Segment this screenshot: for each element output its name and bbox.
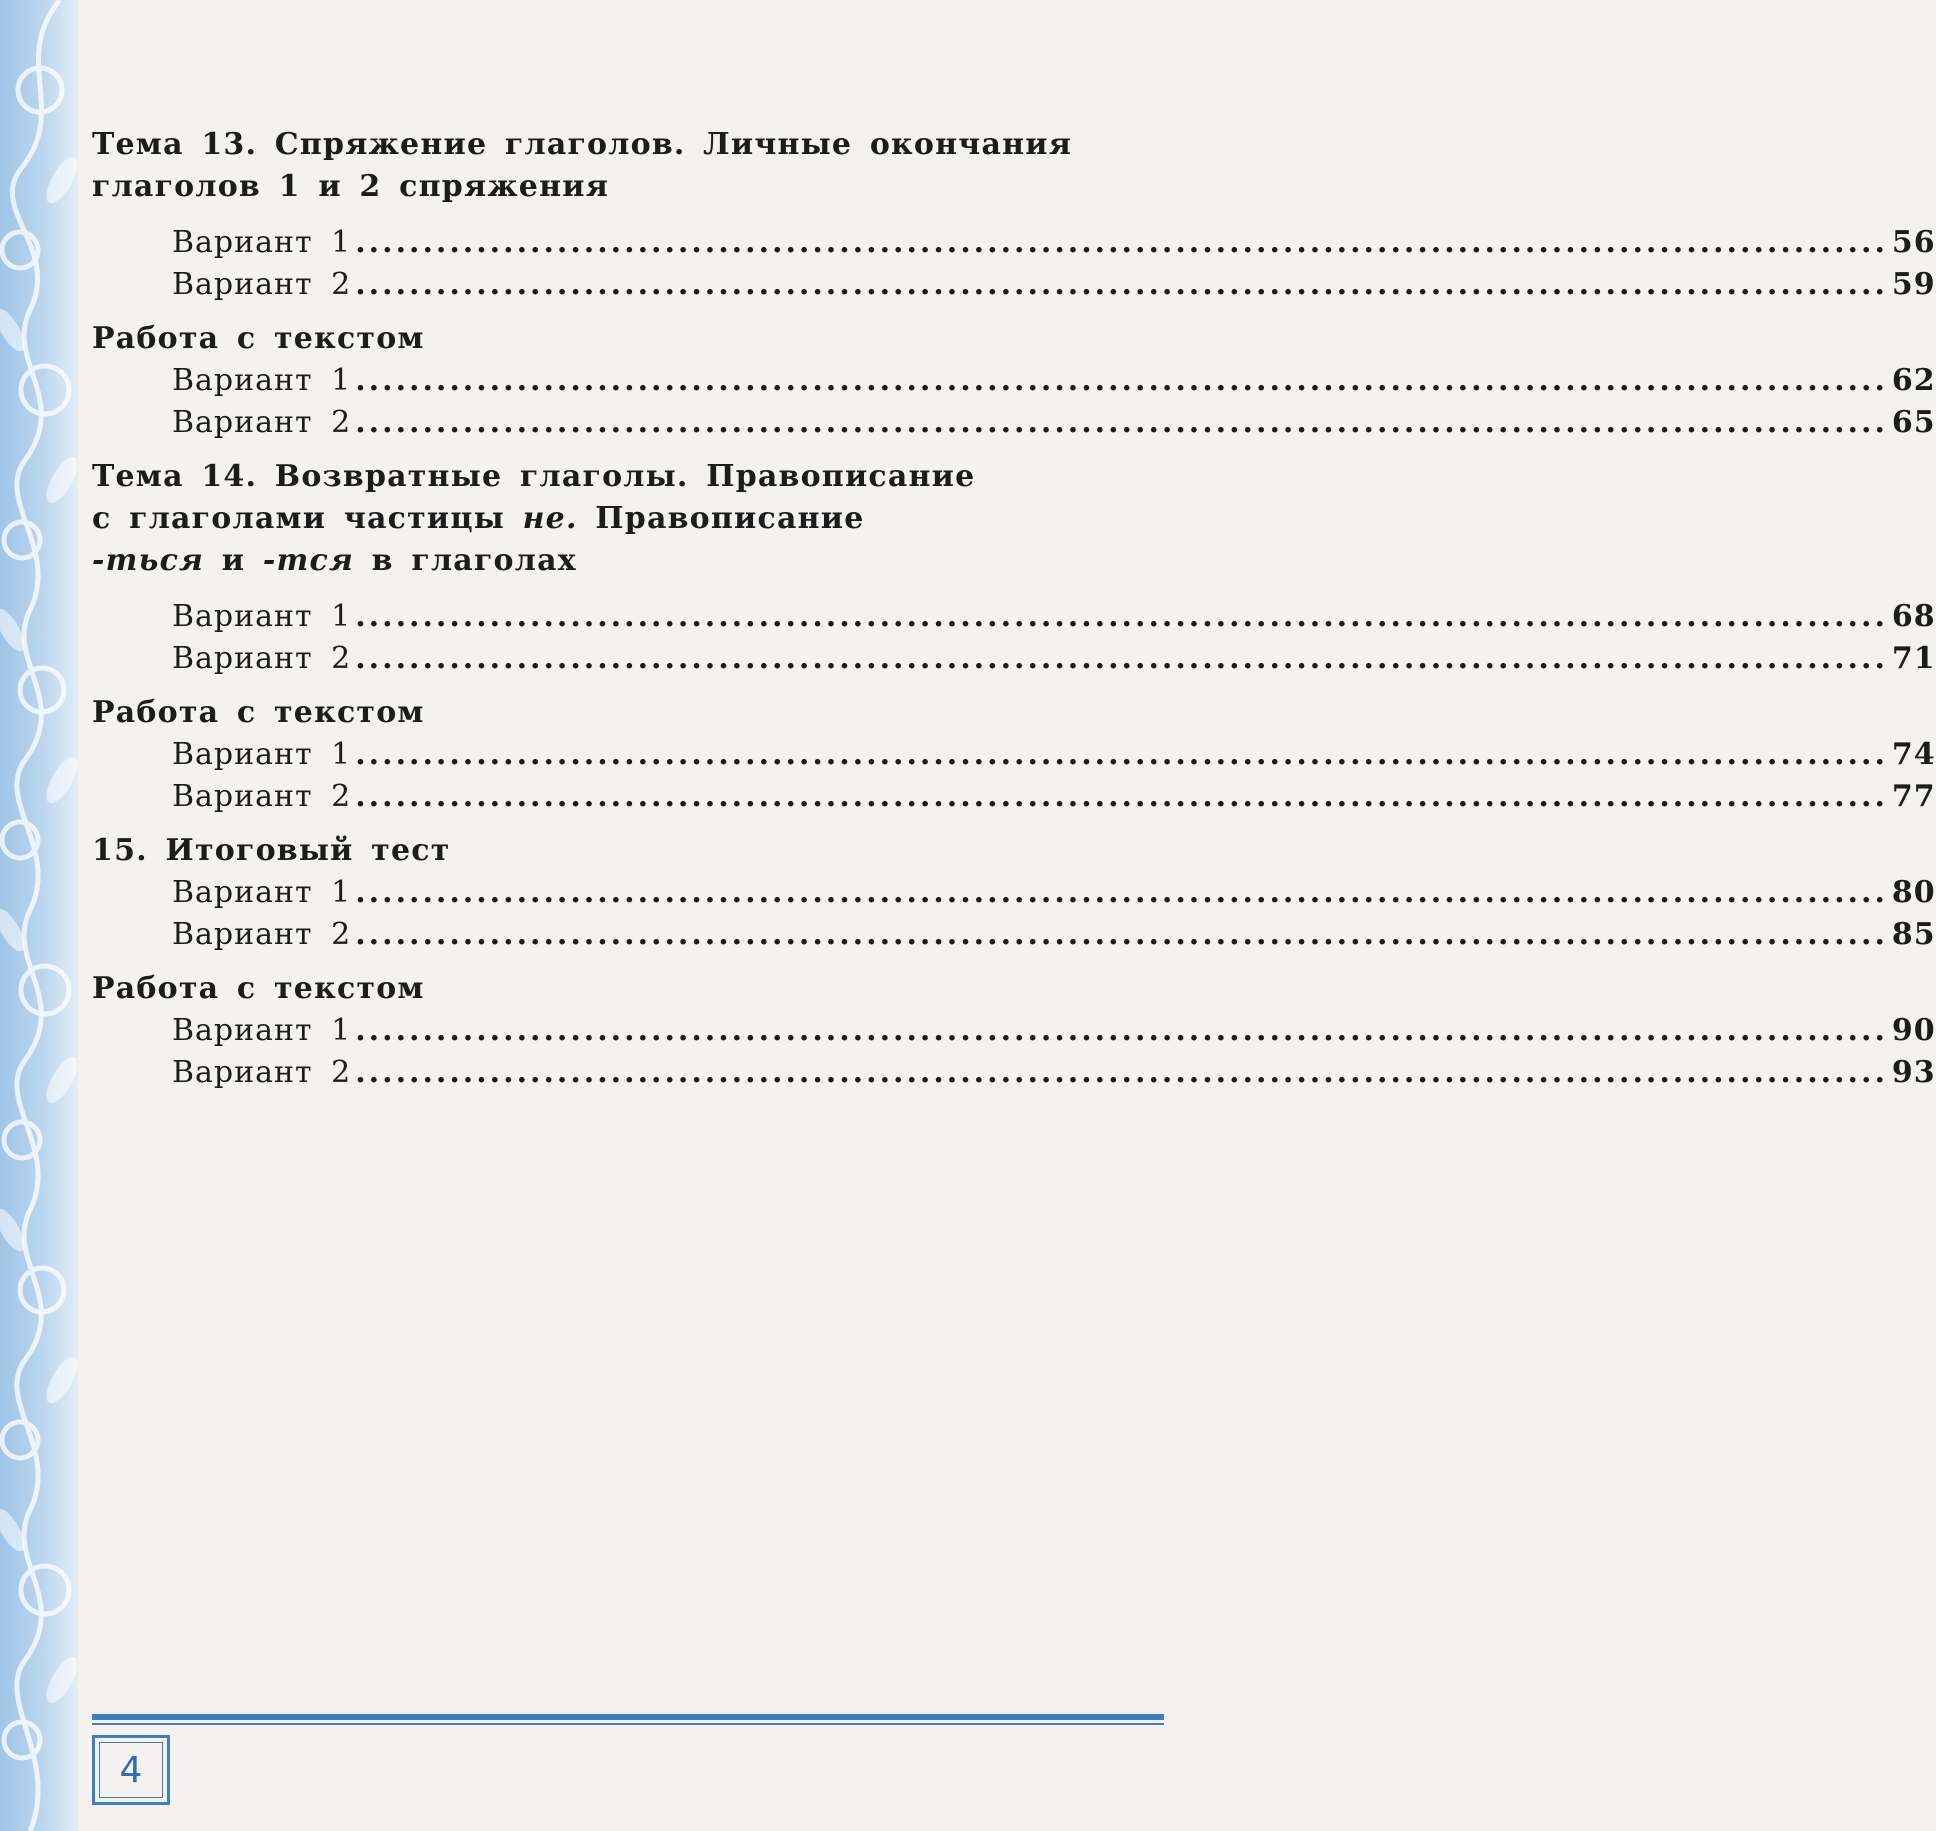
- toc-entry[interactable]: [92, 776, 1936, 818]
- table-of-contents: [92, 124, 1936, 1094]
- toc-entry-label: Вариант 2: [172, 405, 352, 440]
- topic-14-title-line-2: [92, 498, 1164, 540]
- toc-entry-page: 85: [1891, 917, 1936, 952]
- footer-rule-thick: [92, 1714, 1164, 1720]
- title-text: с глаголами частицы: [92, 501, 523, 536]
- toc-entry-page: 71: [1891, 641, 1936, 676]
- footer-rule-thin: [92, 1723, 1164, 1725]
- decorative-border-ornament: [0, 0, 78, 1831]
- toc-entry-page: 56: [1891, 225, 1936, 260]
- toc-entry-label: Вариант 1: [172, 737, 352, 772]
- toc-topic-14: [92, 456, 1936, 680]
- title-italic-text: не.: [522, 501, 578, 536]
- page-number-box: [92, 1735, 170, 1805]
- toc-section-text-work-3: [92, 968, 1936, 1094]
- section-title: Работа с текстом: [92, 695, 425, 730]
- floral-pattern-icon: [0, 0, 78, 1831]
- toc-entry-page: 68: [1891, 599, 1936, 634]
- topic-14-title-line-1: Тема 14. Возвратные глаголы. Правописание: [92, 459, 976, 494]
- toc-section-text-work-2: [92, 692, 1936, 818]
- toc-entry[interactable]: [92, 872, 1936, 914]
- toc-entry-label: Вариант 1: [172, 599, 352, 634]
- toc-entry-label: Вариант 1: [172, 1013, 352, 1048]
- toc-entry[interactable]: [92, 264, 1936, 306]
- toc-entry-label: Вариант 1: [172, 225, 352, 260]
- leader-dots: ..................................................................................................................: [355, 225, 1888, 260]
- toc-topic-13: [92, 124, 1936, 306]
- page-number-frame: [99, 1742, 163, 1798]
- toc-entry-page: 93: [1891, 1055, 1936, 1090]
- toc-entry[interactable]: [92, 222, 1936, 264]
- topic-14-title-line-3: [92, 540, 1164, 582]
- toc-entry[interactable]: [92, 1010, 1936, 1052]
- title-text: и: [204, 543, 263, 578]
- toc-entry[interactable]: [92, 638, 1936, 680]
- section-title: 15. Итоговый тест: [92, 833, 451, 868]
- toc-entry[interactable]: [92, 914, 1936, 956]
- toc-final-test: [92, 830, 1936, 956]
- toc-entry-page: 80: [1891, 875, 1936, 910]
- leader-dots: ..................................................................................................................: [355, 641, 1888, 676]
- leader-dots: ..................................................................................................................: [355, 1055, 1888, 1090]
- toc-entry-label: Вариант 2: [172, 1055, 352, 1090]
- leader-dots: ..................................................................................................................: [355, 1013, 1888, 1048]
- topic-13-title-line-1: Тема 13. Спряжение глаголов. Личные окончания: [92, 127, 1073, 162]
- toc-entry-label: Вариант 2: [172, 267, 352, 302]
- toc-entry-page: 65: [1891, 405, 1936, 440]
- toc-entry[interactable]: [92, 360, 1936, 402]
- toc-entry[interactable]: [92, 1052, 1936, 1094]
- toc-entry-label: Вариант 1: [172, 875, 352, 910]
- title-italic-text: -тся: [262, 543, 355, 578]
- leader-dots: ..................................................................................................................: [355, 875, 1888, 910]
- footer-rule: [92, 1714, 1164, 1726]
- toc-entry-page: 77: [1891, 779, 1936, 814]
- leader-dots: ..................................................................................................................: [355, 267, 1888, 302]
- toc-section-text-work-1: [92, 318, 1936, 444]
- title-text: в глаголах: [354, 543, 577, 578]
- leader-dots: ..................................................................................................................: [355, 599, 1888, 634]
- toc-entry-label: Вариант 2: [172, 641, 352, 676]
- toc-entry-page: 62: [1891, 363, 1936, 398]
- page-number: 4: [119, 1749, 143, 1791]
- leader-dots: ..................................................................................................................: [355, 405, 1888, 440]
- toc-entry-label: Вариант 2: [172, 917, 352, 952]
- leader-dots: ..................................................................................................................: [355, 737, 1888, 772]
- title-italic-text: -ться: [92, 543, 205, 578]
- toc-entry[interactable]: [92, 596, 1936, 638]
- toc-entry[interactable]: [92, 402, 1936, 444]
- toc-entry[interactable]: [92, 734, 1936, 776]
- title-text: Правописание: [577, 501, 865, 536]
- topic-13-title-line-2: глаголов 1 и 2 спряжения: [92, 169, 610, 204]
- toc-entry-label: Вариант 2: [172, 779, 352, 814]
- section-title: Работа с текстом: [92, 321, 425, 356]
- section-title: Работа с текстом: [92, 971, 425, 1006]
- leader-dots: ..................................................................................................................: [355, 363, 1888, 398]
- toc-entry-page: 90: [1891, 1013, 1936, 1048]
- leader-dots: ..................................................................................................................: [355, 917, 1888, 952]
- toc-entry-label: Вариант 1: [172, 363, 352, 398]
- toc-entry-page: 74: [1891, 737, 1936, 772]
- leader-dots: ..................................................................................................................: [355, 779, 1888, 814]
- toc-entry-page: 59: [1891, 267, 1936, 302]
